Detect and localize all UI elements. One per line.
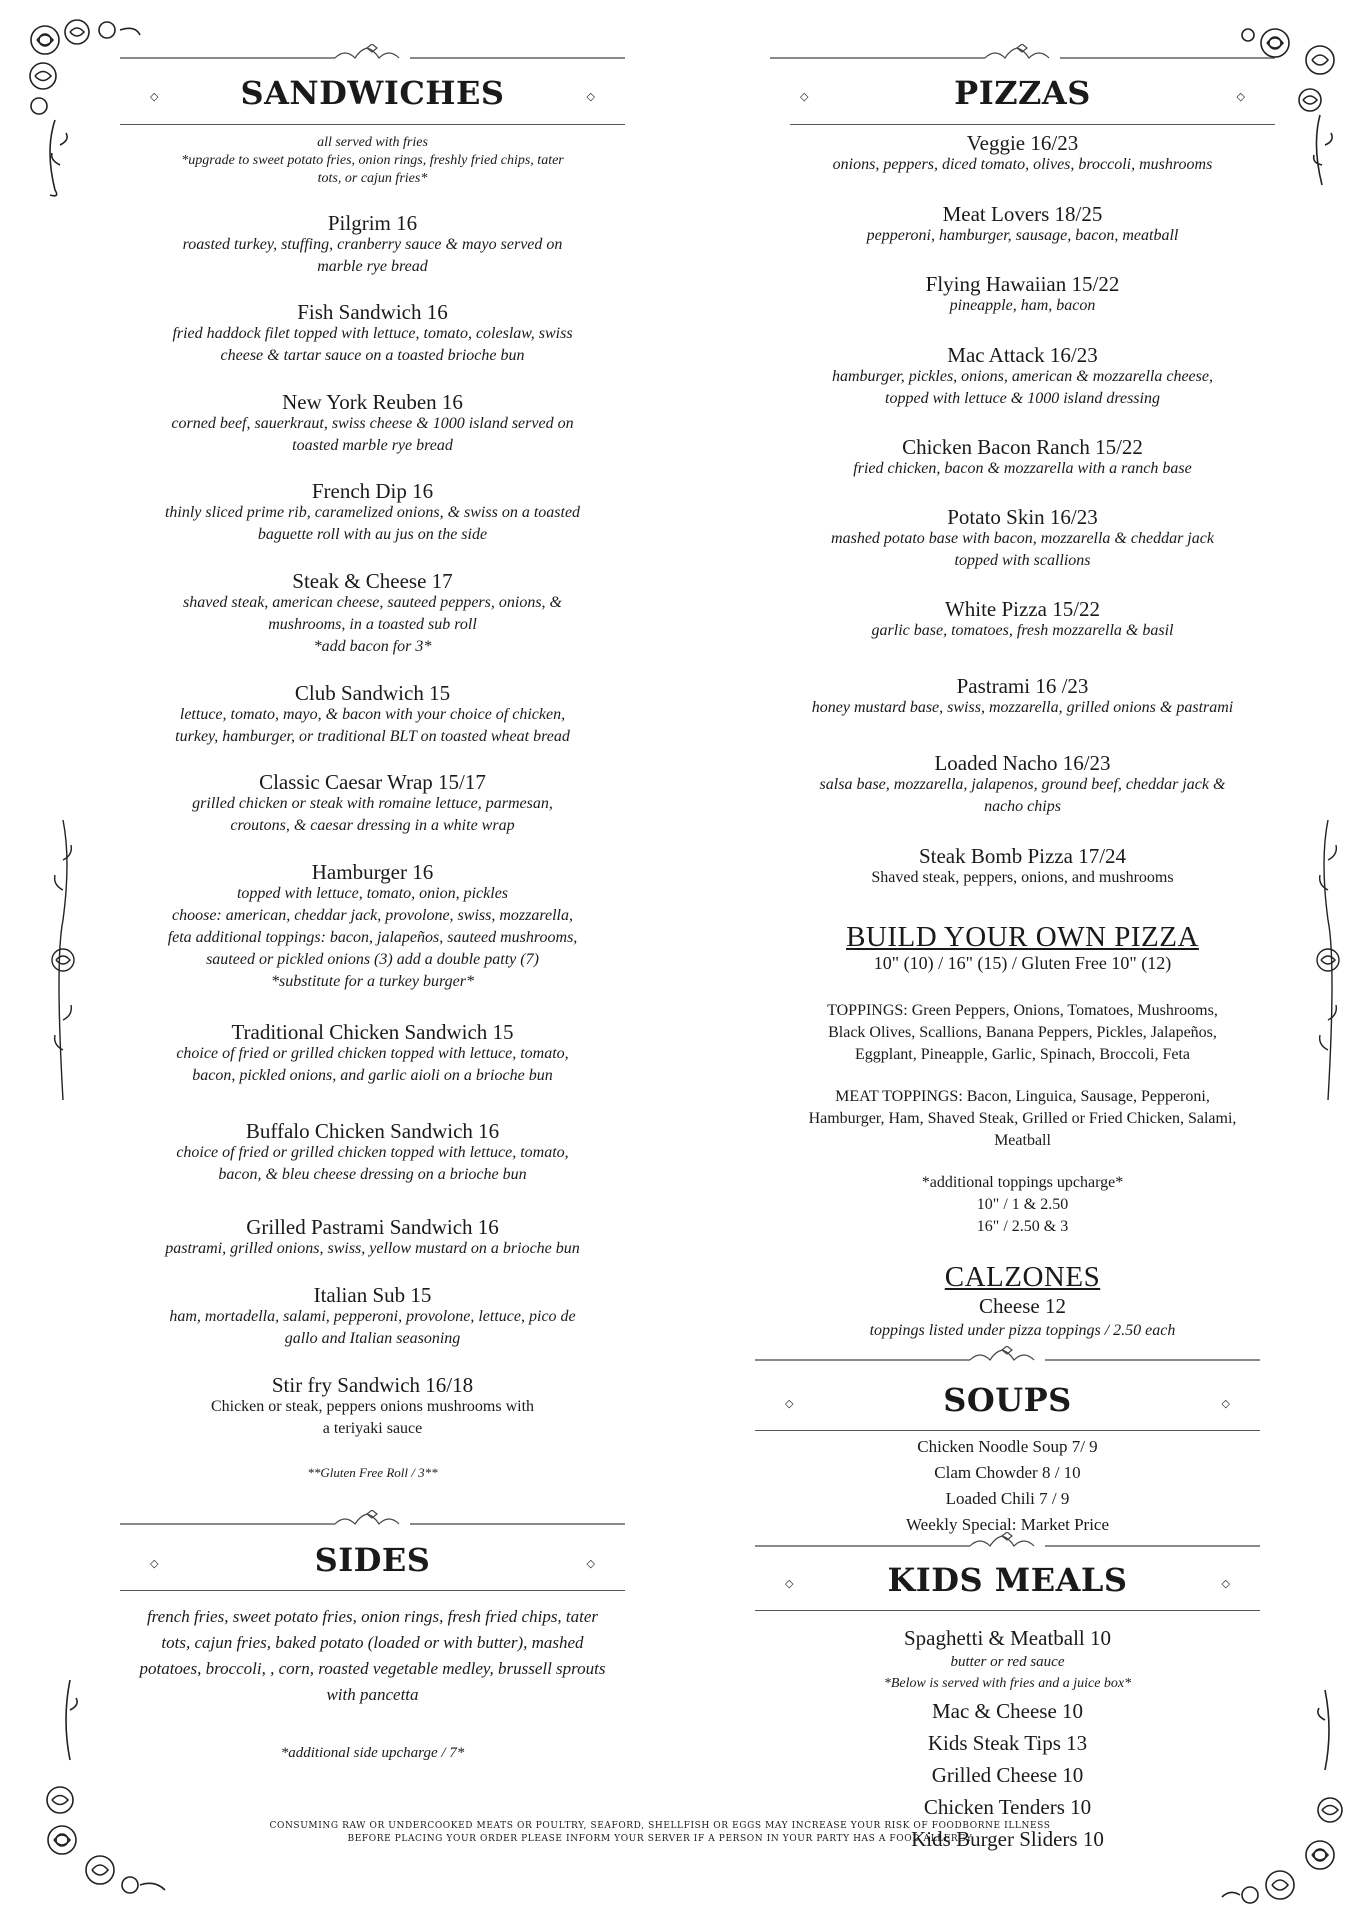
flourish-divider [755,1346,1260,1366]
diamond-icon: ◇ [586,90,595,103]
item-desc: hamburger, pickles, onions, american & mozzarella cheese, [832,368,1213,385]
menu-item [770,203,1275,247]
item-desc: sauteed or pickled onions (3) add a double patty (7) [206,951,539,968]
menu-item [770,344,1275,410]
pizza-sizes: 10" (10) / 16" (15) / Gluten Free 10" (12) [873,953,1172,973]
item-desc: croutons, & caesar dressing in a white wrap [230,817,515,834]
item-name: Spaghetti & Meatball 10 [903,1626,1112,1650]
sides-title: SIDES [314,1541,431,1579]
item-desc: pastrami, grilled onions, swiss, yellow mustard on a brioche bun [165,1240,580,1257]
diamond-icon: ◇ [785,1577,794,1590]
menu-item [120,1374,625,1440]
menu-item [120,570,625,658]
item-desc: topped with lettuce, tomato, onion, pickles [236,885,509,902]
menu-item [120,480,625,546]
item-desc: choice of fried or grilled chicken topped with lettuce, tomato, [176,1144,569,1161]
item-name: Pilgrim 16 [327,211,418,235]
item-name: Kids Burger Sliders 10 [911,1827,1104,1851]
kids-note: *Below is served with fries and a juice box* [883,1676,1132,1691]
item-desc: *add bacon for 3* [313,638,432,655]
item-desc: fried chicken, bacon & mozzarella with a ranch base [853,460,1192,477]
menu-item [120,301,625,367]
soups-title: SOUPS [943,1381,1072,1419]
flourish-divider [120,44,625,64]
flourish-divider [770,44,1275,64]
kids-meals-title: KIDS MEALS [887,1561,1128,1599]
item-desc: turkey, hamburger, or traditional BLT on toasted wheat bread [175,728,570,745]
item-name: Steak Bomb Pizza 17/24 [918,844,1127,868]
item-name: Fish Sandwich 16 [297,300,448,324]
item-desc: topped with lettuce & 1000 island dressing [885,390,1160,407]
menu-item [120,1120,625,1186]
item-name: Stir fry Sandwich 16/18 [271,1373,474,1397]
item-name: White Pizza 15/22 [944,597,1101,621]
diamond-icon: ◇ [800,90,809,103]
soup-item: Clam Chowder 8 / 10 [934,1463,1081,1482]
item-desc: thinly sliced prime rib, caramelized onions, & swiss on a toasted [164,504,581,521]
item-name: Grilled Pastrami Sandwich 16 [246,1215,499,1239]
item-name: Grilled Cheese 10 [931,1763,1084,1787]
item-name: Pastrami 16 /23 [956,674,1089,698]
calzones-note: toppings listed under pizza toppings / 2.50 each [869,1322,1176,1339]
vine-ornament-left-side [48,820,78,1100]
item-desc: salsa base, mozzarella, jalapenos, ground beef, cheddar jack & [819,776,1226,793]
soups-list [755,1434,1260,1538]
build-your-own-section [770,922,1275,974]
toppings-line: Black Olives, Scallions, Banana Peppers, Pickles, Jalapeños, [828,1024,1217,1041]
intro-line: tots, or cajun fries* [317,171,428,186]
soup-item: Chicken Noodle Soup 7/ 9 [917,1437,1098,1456]
flourish-divider [755,1532,1260,1552]
toppings-line: TOPPINGS: Green Peppers, Onions, Tomatoes, Mushrooms, [827,1002,1218,1019]
item-name: Steak & Cheese 17 [292,569,453,593]
calzones-title: CALZONES [944,1261,1101,1293]
item-name: Veggie 16/23 [966,131,1079,155]
diamond-icon: ◇ [150,1557,159,1570]
flourish-divider [120,1510,625,1530]
soup-item: Weekly Special: Market Price [905,1515,1110,1534]
item-name: Classic Caesar Wrap 15/17 [259,770,486,794]
item-desc: bacon, pickled onions, and garlic aioli on a brioche bun [192,1067,553,1084]
meat-toppings-line: Meatball [994,1132,1051,1149]
sides-header [120,1541,625,1579]
item-desc: lettuce, tomato, mayo, & bacon with your choice of chicken, [179,706,566,723]
sandwiches-title: SANDWICHES [240,74,505,112]
menu-item [770,273,1275,317]
item-desc: *substitute for a turkey burger* [271,973,474,990]
menu-item [770,845,1275,889]
sides-upcharge-note: *additional side upcharge / 7* [280,1745,465,1761]
food-allergy-disclaimer [250,1820,1070,1846]
sides-line: tots, cajun fries, baked potato (loaded or with butter), mashed [161,1633,584,1652]
diamond-icon: ◇ [785,1397,794,1410]
item-name: Club Sandwich 15 [294,681,451,705]
sides-description [120,1604,625,1708]
item-desc: a teriyaki sauce [322,1420,423,1437]
menu-item [770,752,1275,818]
menu-item [770,675,1275,719]
item-desc: choose: american, cheddar jack, provolone, swiss, mozzarella, [172,907,573,924]
sandwiches-intro [120,134,625,188]
sandwiches-header [120,74,625,112]
header-rule [755,1430,1260,1431]
item-desc: Chicken or steak, peppers onions mushrooms with [210,1398,535,1415]
item-name: Loaded Nacho 16/23 [934,751,1111,775]
disclaimer-line: CONSUMING RAW OR UNDERCOOKED MEATS OR POULTRY, SEAFORD, SHELLFISH OR EGGS MAY INCREASE YOUR RISK OF FOODBORNE ILLNESS [269,1821,1051,1831]
item-name: Mac & Cheese 10 [931,1699,1084,1723]
item-desc: Shaved steak, peppers, onions, and mushrooms [871,869,1174,886]
item-desc: garlic base, tomatoes, fresh mozzarella & basil [871,622,1174,639]
item-desc: baguette roll with au jus on the side [257,526,488,543]
item-desc: onions, peppers, diced tomato, olives, broccoli, mushrooms [832,156,1213,173]
meat-toppings-line: Hamburger, Ham, Shaved Steak, Grilled or Fried Chicken, Salami, [808,1110,1237,1127]
menu-item [770,436,1275,480]
menu-item [120,1021,625,1087]
upcharge-line: 10" / 1 & 2.50 [976,1196,1069,1213]
kids-meals-header [755,1561,1260,1599]
diamond-icon: ◇ [1221,1577,1230,1590]
item-desc: feta additional toppings: bacon, jalapeños, sauteed mushrooms, [167,929,578,946]
item-name: Kids Steak Tips 13 [927,1731,1088,1755]
item-desc: pineapple, ham, bacon [949,297,1096,314]
item-desc: toasted marble rye bread [292,437,453,454]
sides-line: with pancetta [326,1685,419,1704]
build-your-own-title: BUILD YOUR OWN PIZZA [846,921,1199,953]
item-name: Chicken Tenders 10 [923,1795,1092,1819]
meat-toppings-line: MEAT TOPPINGS: Bacon, Linguica, Sausage, Pepperoni, [835,1088,1210,1105]
toppings-upcharge [770,1172,1275,1238]
pizzas-header [770,74,1275,112]
item-name: Cheese 12 [979,1294,1066,1318]
gluten-free-note: **Gluten Free Roll / 3** [307,1465,438,1480]
vine-ornament-right-side [1313,820,1343,1100]
menu-item [120,212,625,278]
menu-item [770,598,1275,642]
item-name: Meat Lovers 18/25 [942,202,1103,226]
pizzas-title: PIZZAS [954,74,1091,112]
item-name: Italian Sub 15 [313,1283,432,1307]
menu-item [770,132,1275,176]
header-rule [790,124,1275,125]
header-rule [755,1610,1260,1611]
diamond-icon: ◇ [150,90,159,103]
item-desc: gallo and Italian seasoning [284,1330,461,1347]
item-desc: fried haddock filet topped with lettuce, tomato, coleslaw, swiss [172,325,573,342]
header-rule [120,124,625,125]
item-name: Potato Skin 16/23 [947,505,1098,529]
item-desc: nacho chips [984,798,1061,815]
item-desc: honey mustard base, swiss, mozzarella, grilled onions & pastrami [811,699,1234,716]
item-name: Mac Attack 16/23 [947,343,1098,367]
soup-item: Loaded Chili 7 / 9 [945,1489,1070,1508]
item-name: Buffalo Chicken Sandwich 16 [245,1119,500,1143]
menu-item [120,1284,625,1350]
item-desc: cheese & tartar sauce on a toasted brioche bun [220,347,525,364]
item-name: Flying Hawaiian 15/22 [925,272,1120,296]
menu-item [120,1216,625,1260]
item-desc: topped with scallions [954,552,1091,569]
item-name: New York Reuben 16 [282,390,463,414]
calzones-section [770,1262,1275,1342]
sides-line: potatoes, broccoli, , corn, roasted vegetable medley, brussell sprouts [139,1659,606,1678]
item-desc: grilled chicken or steak with romaine lettuce, parmesan, [192,795,553,812]
item-desc: choice of fried or grilled chicken topped with lettuce, tomato, [176,1045,569,1062]
menu-item [120,391,625,457]
item-desc: roasted turkey, stuffing, cranberry sauce & mayo served on [182,236,563,253]
soups-header [755,1381,1260,1419]
toppings-line: Eggplant, Pineapple, Garlic, Spinach, Broccoli, Feta [854,1046,1191,1063]
item-desc: shaved steak, american cheese, sauteed peppers, onions, & [182,594,562,611]
sides-line: french fries, sweet potato fries, onion rings, fresh fried chips, tater [146,1607,599,1626]
menu-item [120,771,625,837]
upcharge-line: *additional toppings upcharge* [921,1174,1124,1191]
intro-line: *upgrade to sweet potato fries, onion rings, freshly fried chips, tater [181,153,564,168]
item-desc: pepperoni, hamburger, sausage, bacon, meatball [866,227,1179,244]
header-rule [120,1590,625,1591]
diamond-icon: ◇ [586,1557,595,1570]
toppings-list [770,1000,1275,1066]
rose-corner-ornament-bottom-left [30,1680,170,1910]
diamond-icon: ◇ [1221,1397,1230,1410]
item-desc: marble rye bread [317,258,428,275]
item-desc: ham, mortadella, salami, pepperoni, provolone, lettuce, pico de [169,1308,576,1325]
upcharge-line: 16" / 2.50 & 3 [976,1218,1069,1235]
meat-toppings-list [770,1086,1275,1152]
menu-item [770,506,1275,572]
intro-line: all served with fries [317,135,428,150]
item-name: Traditional Chicken Sandwich 15 [231,1020,514,1044]
item-desc: mashed potato base with bacon, mozzarella & cheddar jack [831,530,1214,547]
item-desc: mushrooms, in a toasted sub roll [268,616,477,633]
item-name: Chicken Bacon Ranch 15/22 [902,435,1143,459]
menu-item [120,861,625,993]
item-desc: bacon, & bleu cheese dressing on a brioche bun [218,1166,527,1183]
item-desc: butter or red sauce [950,1654,1065,1670]
item-name: French Dip 16 [311,479,434,503]
disclaimer-line: BEFORE PLACING YOUR ORDER PLEASE INFORM YOUR SERVER IF A PERSON IN YOUR PARTY HAS A FOOD ALLERGY [347,1834,973,1844]
menu-item [120,682,625,748]
item-desc: corned beef, sauerkraut, swiss cheese & 1000 island served on [171,415,574,432]
item-name: Hamburger 16 [311,860,434,884]
diamond-icon: ◇ [1236,90,1245,103]
